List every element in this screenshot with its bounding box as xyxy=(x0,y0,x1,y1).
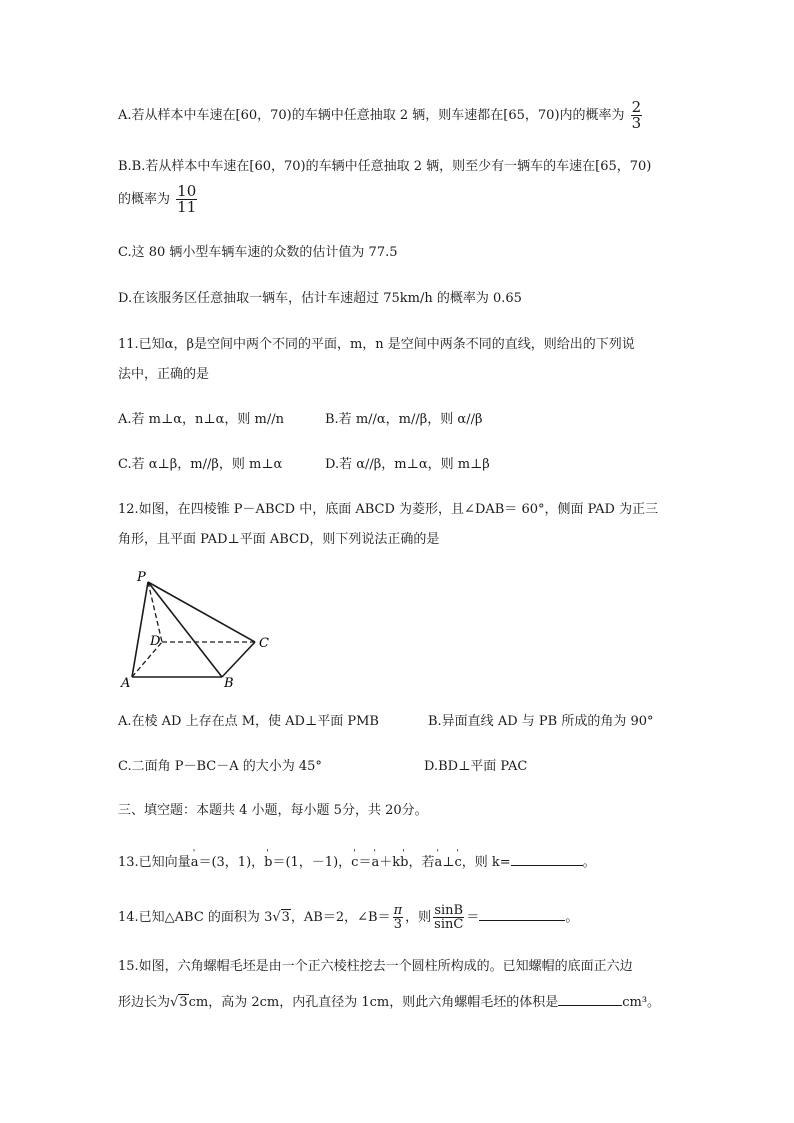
fraction-denominator: sinC xyxy=(434,917,464,932)
label-b: B xyxy=(224,676,234,691)
q15-prefix: 形边长为 xyxy=(118,995,171,1010)
q14-prefix: 14.已知△ABC 的面积为 3 xyxy=(118,910,273,925)
q10-option-b-text: 的概率为 xyxy=(118,192,171,207)
fraction-denominator: 11 xyxy=(177,198,197,216)
q15-answer-blank[interactable] xyxy=(558,991,622,1006)
sin-ratio-fraction xyxy=(433,904,464,931)
q14-answer-blank[interactable] xyxy=(479,906,565,921)
q13-prefix: 13.已知向量 xyxy=(118,855,191,870)
q10-option-a xyxy=(118,100,644,131)
q14-mid: ，AB＝2，∠B＝ xyxy=(290,910,391,925)
q12-stem-line2: 角形，且平面 PAD⊥平面 ABCD，则下列说法正确的是 xyxy=(118,532,440,547)
label-c: C xyxy=(259,636,269,651)
edge-pc xyxy=(148,582,255,642)
q13-answer-blank[interactable] xyxy=(511,851,583,866)
q13-b-value: ＝(1，－1)， xyxy=(272,855,352,870)
q10-option-a-text: A.若从样本中车速在[60，70)的车辆中任意抽取 2 辆，则车速都在[65，70)内的概率为 xyxy=(118,108,625,123)
fraction-denominator: 3 xyxy=(393,917,402,932)
sqrt-3: √3 xyxy=(272,910,290,925)
q14 xyxy=(118,904,578,931)
fraction-denominator: 3 xyxy=(631,114,642,132)
fraction-numerator: 10 xyxy=(177,182,197,200)
q11-option-a: A.若 m⊥α，n⊥α，则 m//n xyxy=(118,412,284,427)
edge-pa xyxy=(132,582,148,677)
label-d: D xyxy=(150,634,161,649)
q13-tail: ，则 k= xyxy=(461,855,511,870)
section-heading: 三、填空题：本题共 4 小题，每小题 5分，共 20分。 xyxy=(118,803,428,818)
q11-option-d: D.若 α//β，m⊥α，则 m⊥β xyxy=(325,457,490,472)
radicand: 3 xyxy=(281,910,290,925)
fraction-numerator: sinB xyxy=(434,903,464,918)
perp-symbol: ⊥ xyxy=(442,855,455,870)
vector-a: ' a xyxy=(371,853,379,873)
q11-stem-line2: 法中，正确的是 xyxy=(118,367,210,382)
q13 xyxy=(118,851,596,873)
q13-equals: ＝ xyxy=(358,855,372,870)
label-a: A xyxy=(121,676,131,691)
q11-stem-line1: 11.已知α，β是空间中两个不同的平面，m，n 是空间中两条不同的直线，则给出的下列说 xyxy=(118,337,635,352)
pyramid-figure xyxy=(110,565,280,695)
q14-then: ，则 xyxy=(405,910,432,925)
fraction-numerator: 2 xyxy=(631,98,642,116)
q11-option-c: C.若 α⊥β，m//β，则 m⊥α xyxy=(118,457,283,472)
label-p: P xyxy=(137,570,146,585)
q12-option-c: C.二面角 P－BC－A 的大小为 45° xyxy=(118,759,322,774)
q11-option-b: B.若 m//α，m//β，则 α//β xyxy=(325,412,483,427)
pi-over-3-fraction xyxy=(393,904,404,931)
radicand: 3 xyxy=(179,995,188,1010)
q15-mid: cm，高为 2cm，内孔直径为 1cm，则此六角螺帽毛坯的体积是 xyxy=(188,995,559,1010)
q10-option-b-fraction xyxy=(176,184,197,215)
q10-option-b-line2 xyxy=(118,184,199,215)
q14-end: 。 xyxy=(565,910,579,925)
q10-option-c: C.这 80 辆小型车辆车速的众数的估计值为 77.5 xyxy=(118,245,398,260)
q12-option-a: A.在棱 AD 上存在点 M，使 AD⊥平面 PMB xyxy=(118,714,379,729)
sqrt-3: √3 xyxy=(170,995,188,1010)
q12-option-d: D.BD⊥平面 PAC xyxy=(424,759,528,774)
vector-c: ' c xyxy=(351,853,358,873)
vector-a: ' a xyxy=(191,853,199,873)
fraction-numerator: π xyxy=(393,903,403,918)
q10-option-a-fraction xyxy=(631,100,643,131)
edge-bc xyxy=(222,642,255,677)
q13-a-value: ＝(3，1)， xyxy=(198,855,265,870)
q12-option-b: B.异面直线 AD 与 PB 所成的角为 90° xyxy=(428,714,654,729)
vector-b: ' b xyxy=(400,853,408,873)
q10-option-d: D.在该服务区任意抽取一辆车，估计车速超过 75km/h 的概率为 0.65 xyxy=(118,291,522,306)
q10-option-b-line1: B.B.若从样本中车速在[60，70)的车辆中任意抽取 2 辆，则至少有一辆车的车速在[65，70) xyxy=(118,159,652,174)
q13-end: 。 xyxy=(582,855,596,870)
q15-end: cm³。 xyxy=(622,995,661,1010)
q14-equals: ＝ xyxy=(466,910,480,925)
q15-line2 xyxy=(118,991,660,1013)
q13-if: ，若 xyxy=(408,855,435,870)
vector-c: ' c xyxy=(454,853,461,873)
vector-a: ' a xyxy=(434,853,442,873)
q13-plus-k: ＋k xyxy=(379,855,401,870)
q15-line1: 15.如图，六角螺帽毛坯是由一个正六棱柱挖去一个圆柱所构成的。已知螺帽的底面正六边 xyxy=(118,959,633,974)
q12-stem-line1: 12.如图，在四棱锥 P－ABCD 中，底面 ABCD 为菱形，且∠DAB＝ 60°，侧面 PAD 为正三 xyxy=(118,502,659,517)
vector-b: ' b xyxy=(264,853,272,873)
